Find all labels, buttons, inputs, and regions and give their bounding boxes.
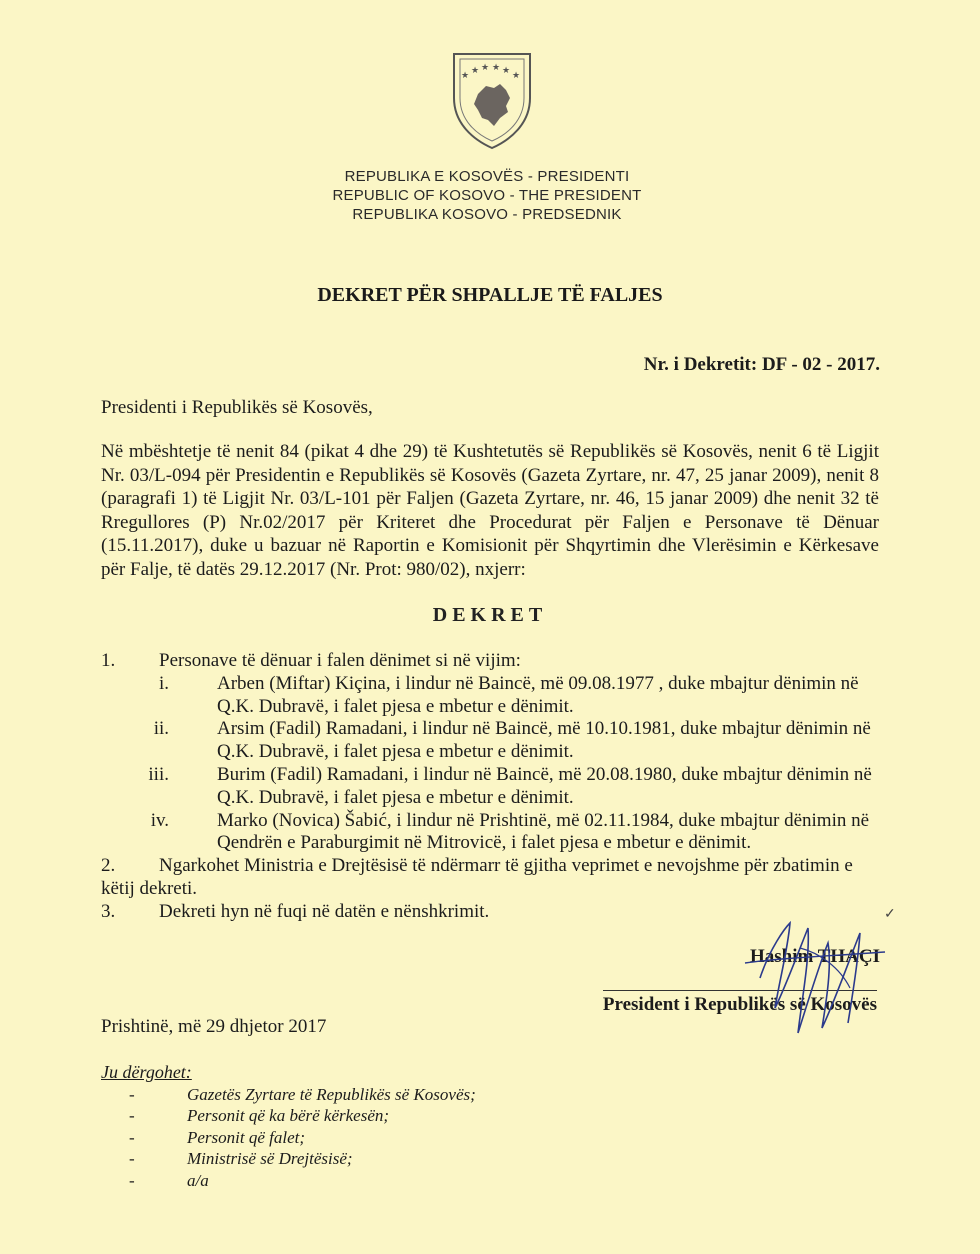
article-text: Ngarkohet Ministria e Drejtësisë të ndërmarr të gjitha veprimet e nevojshme për zbatimin e këtij dekreti. [101,855,853,899]
pardon-item [101,718,879,764]
article-1 [101,650,879,673]
pardon-item [101,810,879,856]
article-text: Dekreti hyn në fuqi në datën e nënshkrimit. [159,900,490,922]
article-text: Personave të dënuar i falen dënimet si në vijim: [159,650,521,671]
item-text: Burim (Fadil) Ramadani, i lindur në Baincë, më 20.08.1980, duke mbajtur dënimin në Q.K. Dubravë, i falet pjesa e mbetur e dënimit. [217,763,872,808]
item-text: Marko (Novica) Šabić, i lindur në Prishtinë, më 02.11.1984, duke mbajtur dënimin në Qendrën e Paraburgimit në Mitrovicë, i falet pjesa e mbetur e dënimit. [217,809,870,854]
item-number: iii. [148,763,169,785]
header-line-en: REPUBLIC OF KOSOVO - THE PRESIDENT [332,187,642,204]
recipient-text: Personit që falet; [187,1127,306,1147]
kosovo-coat-of-arms-icon [448,48,536,150]
decree-articles [101,650,879,924]
recipients-label: Ju dërgohet: [101,1062,192,1082]
issuer-line: Presidenti i Republikës së Kosovës, [101,397,373,418]
pardon-item [101,673,879,719]
stray-mark: ✓ [884,907,896,922]
svg-text:★: ★ [491,63,501,73]
svg-text:★: ★ [501,66,511,76]
recipient-text: a/a [187,1170,209,1190]
svg-text:★: ★ [511,71,521,81]
recipient-text: Personit që ka bërë kërkesën; [187,1106,390,1126]
article-2 [101,855,879,901]
recipient-item: - a/a [129,1170,209,1190]
header-line-sr: REPUBLIKA KOSOVO - PREDSEDNIK [352,206,622,223]
recipients-list [101,1084,476,1191]
place-and-date: Prishtinë, më 29 dhjetor 2017 [101,1016,327,1037]
decree-number: Nr. i Dekretit: DF - 02 - 2017. [643,354,880,375]
preamble-paragraph: Në mbështetje të nenit 84 (pikat 4 dhe 29) të Kushtetutës së Republikës së Kosovës, nenit 6 të Ligjit Nr. 03/L-094 për Presidentin e Republikës së Kosovës (Gazeta Zyrtare, nr. 47, 25 janar 2009), nenit 8 (paragrafi 1) të Ligjit Nr. 03/L-101 për Faljen (Gazeta Zyrtare, nr. 46, 15 janar 2009) dhe nenit 32 të Rregullores (P) Nr.02/2017 për Kriteret dhe Procedurat për Faljen e Personave të Dënuar (15.11.2017), duke u bazuar në Raportin e Komisionit për Shqyrtimin dhe Vlerësimin e Kërkesave për Falje, të datës 29.12.2017 (Nr. Prot: 980/02), nxjerr: [101,441,879,580]
item-text: Arsim (Fadil) Ramadani, i lindur në Baincë, më 10.10.1981, duke mbajtur dënimin në Q.K. Dubravë, i falet pjesa e mbetur e dënimit. [217,718,871,763]
signer-name: Hashim THAÇI [749,946,880,967]
article-number: 1. [101,650,116,671]
header-line-sq: REPUBLIKA E KOSOVËS - PRESIDENTI [344,168,630,185]
item-text: Arben (Miftar) Kiçina, i lindur në Baincë, më 09.08.1977 , duke mbajtur dënimin në Q.K. Dubravë, i falet pjesa e mbetur e dënimit. [217,672,859,717]
svg-text:★: ★ [470,66,480,76]
recipient-text: Ministrisë së Drejtësisë; [187,1149,353,1169]
recipient-item: - Ministrisë së Drejtësisë; [129,1149,353,1169]
signer-title: President i Republikës së Kosovës [603,990,877,1016]
recipient-item: - Personit që falet; [129,1127,306,1147]
institution-header [0,167,980,224]
svg-text:★: ★ [480,63,490,73]
article-number: 3. [101,900,116,922]
recipient-text: Gazetës Zyrtare të Republikës së Kosovës; [187,1085,476,1104]
document-title: DEKRET PËR SHPALLJE TË FALJES [317,284,663,306]
item-number: i. [158,672,169,694]
article-number: 2. [101,855,116,877]
item-number: ii. [153,718,169,740]
dekret-heading: DEKRET [432,604,548,626]
pardon-item [101,764,879,810]
svg-text:★: ★ [460,71,470,81]
recipient-item: - Gazetës Zyrtare të Republikës së Kosovës; [129,1085,476,1104]
handwritten-signature-icon [740,908,890,1043]
item-number: iv. [150,809,169,831]
recipient-item: - Personit që ka bërë kërkesën; [129,1106,390,1126]
